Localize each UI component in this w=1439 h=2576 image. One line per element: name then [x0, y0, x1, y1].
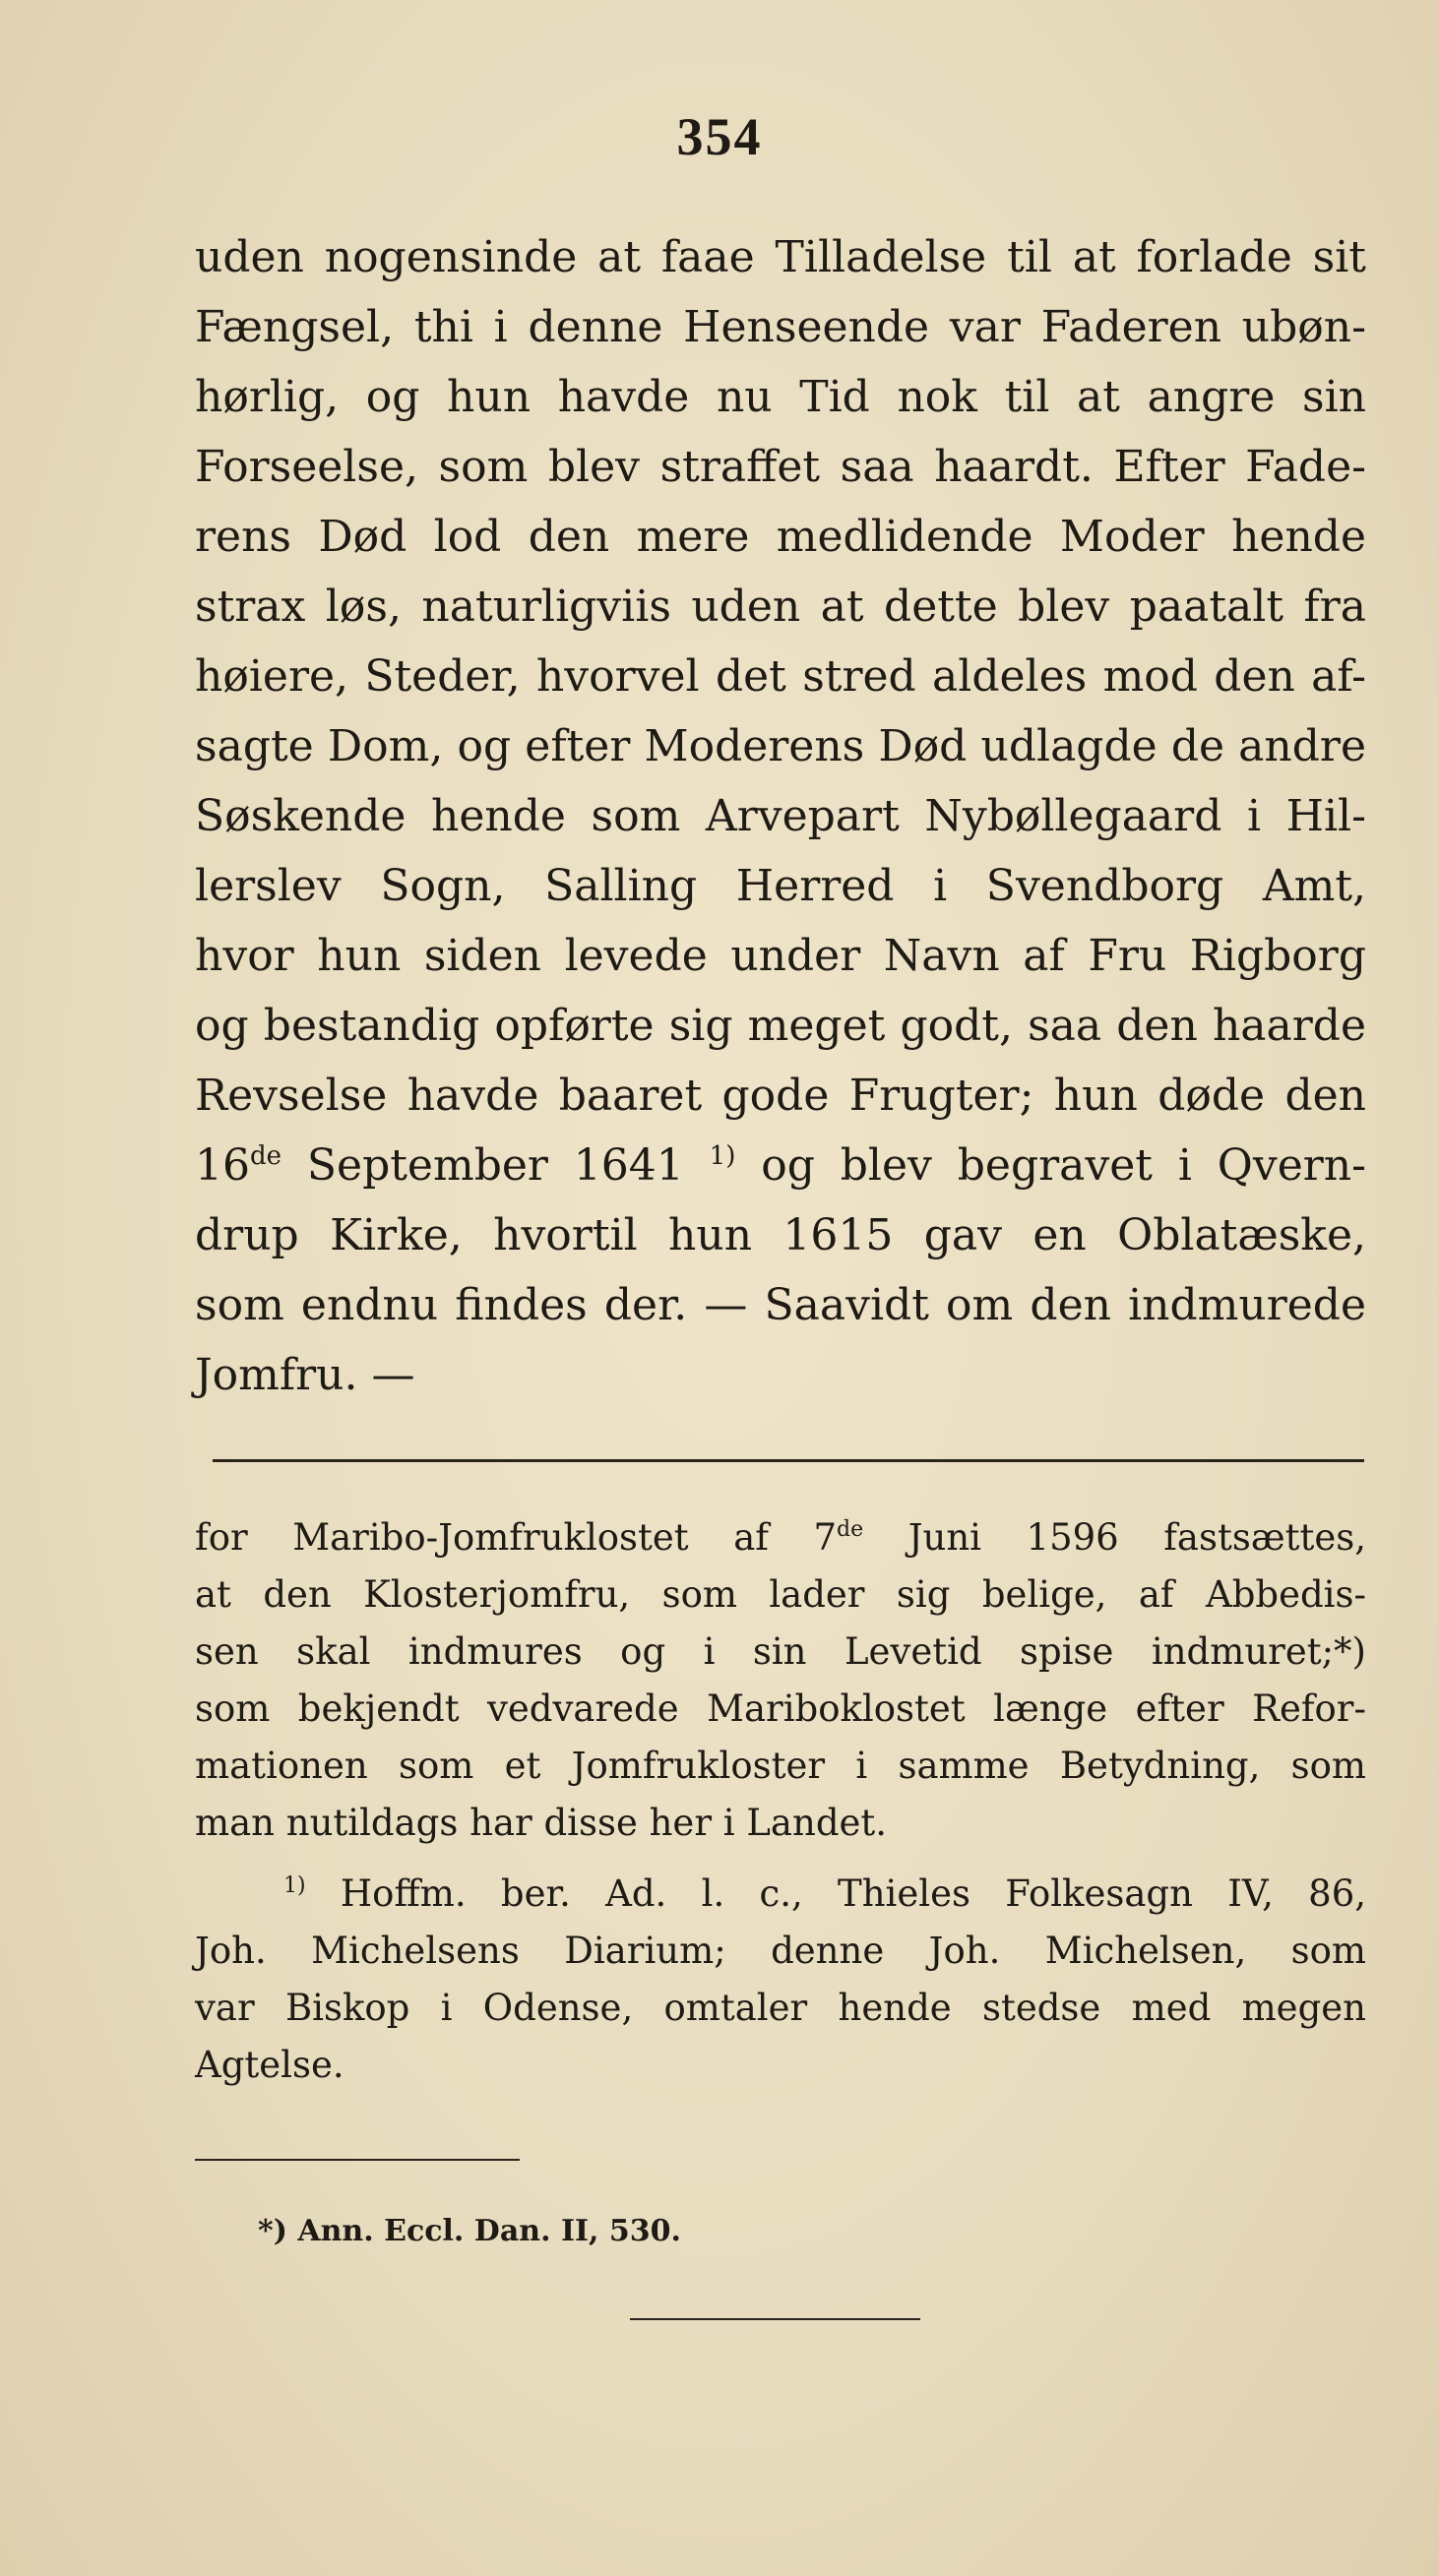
- footnote-line: [195, 1509, 1366, 1566]
- footnote-line: [195, 1866, 1366, 1923]
- footnote-1: [195, 1866, 1366, 2094]
- text-line: uden nogensinde at faae Tilladelse til at forlade sit: [195, 232, 1366, 282]
- text-line: hvor hun siden levede under Navn af Fru Rigborg: [195, 931, 1366, 981]
- text-line: rens Død lod den mere medlidende Moder hende: [195, 512, 1366, 562]
- footnote-text: for Maribo-Jomfruklostet af 7: [195, 1516, 838, 1559]
- text-line: og bestandig opførte sig meget godt, saa den haarde: [195, 1001, 1366, 1051]
- footnote-line: mationen som et Jomfrukloster i samme Betydning, som: [195, 1745, 1366, 1787]
- main-text: [195, 222, 1366, 1410]
- footnote-ref-1: 1): [709, 1141, 736, 1171]
- footnote-line: Joh. Michelsens Diarium; denne Joh. Michelsen, som: [195, 1930, 1366, 1972]
- footnote-line: var Biskop i Odense, omtaler hende stedse med megen: [195, 1987, 1366, 2029]
- text-line: drup Kirke, hvortil hun 1615 gav en Oblatæske,: [195, 1210, 1366, 1260]
- date-day: 16: [195, 1140, 250, 1191]
- asterisk-footnote: *) Ann. Eccl. Dan. II, 530.: [258, 2214, 681, 2248]
- text-line: Forseelse, som blev straffet saa haardt. Efter Fade-: [195, 442, 1366, 492]
- date-suffix: de: [837, 1517, 864, 1542]
- text-line: lerslev Sogn, Salling Herred i Svendborg Amt,: [195, 861, 1366, 911]
- text-line: strax løs, naturligviis uden at dette blev paatalt fra: [195, 582, 1366, 632]
- text-line: høiere, Steder, hvorvel det stred aldeles mod den af-: [195, 651, 1366, 702]
- text-line: hørlig, og hun havde nu Tid nok til at angre sin: [195, 372, 1366, 422]
- footnote-mark-1: 1): [283, 1873, 306, 1898]
- text-line: Revselse havde baaret gode Frugter; hun døde den: [195, 1071, 1366, 1121]
- text-line: som endnu findes der. — Saavidt om den indmurede: [195, 1280, 1366, 1330]
- page-number: 354: [676, 107, 763, 166]
- footnote-text: Juni 1596 fastsættes,: [907, 1516, 1366, 1559]
- text-line: Søskende hende som Arvepart Nybøllegaard i Hil-: [195, 791, 1366, 841]
- footnote-line: Agtelse.: [195, 2044, 344, 2086]
- text-line: Fængsel, thi i denne Henseende var Faderen ubøn-: [195, 302, 1366, 352]
- subnote-separator: [195, 2159, 520, 2161]
- text-line-with-footnote-ref: [195, 1131, 1366, 1200]
- text-after-ref: og blev begravet i Qvern-: [761, 1140, 1366, 1191]
- footnote-text: Hoffm. ber. Ad. l. c., Thieles Folkesagn IV, 86,: [340, 1872, 1366, 1915]
- end-rule: [630, 2318, 920, 2320]
- footnote-line: som bekjendt vedvarede Mariboklostet længe efter Refor-: [195, 1687, 1366, 1730]
- footnote-continuation: [195, 1509, 1366, 2094]
- text-line: sagte Dom, og efter Moderens Død udlagde de andre: [195, 721, 1366, 771]
- date-day-suffix: de: [250, 1141, 282, 1171]
- date-text: September 1641: [306, 1140, 684, 1191]
- footnote-separator: [213, 1459, 1364, 1462]
- footnote-line: at den Klosterjomfru, som lader sig belige, af Abbedis-: [195, 1573, 1366, 1616]
- text-line: Jomfru. —: [195, 1350, 415, 1400]
- footnote-line: sen skal indmures og i sin Levetid spise indmuret;*): [195, 1630, 1366, 1673]
- footnote-line: man nutildags har disse her i Landet.: [195, 1802, 888, 1844]
